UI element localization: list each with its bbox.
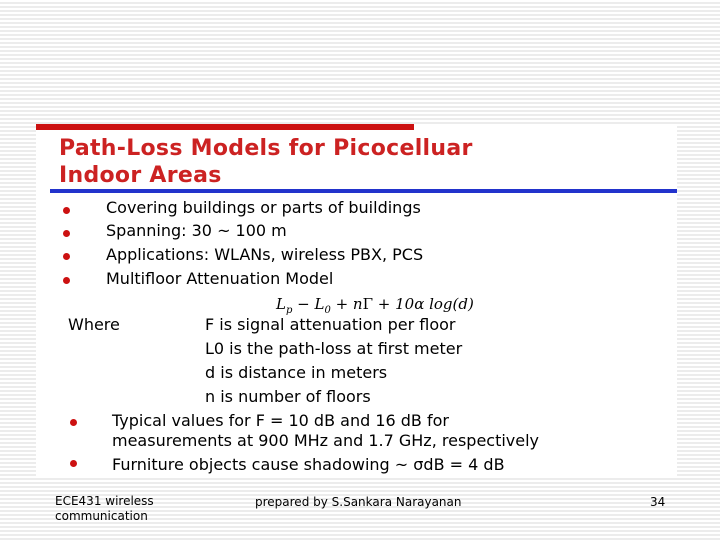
bullet-icon [70,419,77,426]
footer-course [55,494,154,524]
footer-author: prepared by S.Sankara Narayanan [255,495,462,509]
footer-course-line-2: communication [55,509,148,523]
where-item: L0 is the path-loss at first meter [205,339,463,358]
bullet-icon [70,460,77,467]
typical-values-line-2: measurements at 900 MHz and 1.7 GHz, respectively [112,431,540,450]
where-item: n is number of floors [205,387,371,406]
footer-course-line-1: ECE431 wireless [55,494,154,508]
slide-panel [36,124,677,476]
bullet-text: Covering buildings or parts of buildings [106,198,421,217]
attenuation-formula: $L_p - L_0 + n\Gamma + 10\alpha$ log(d) [276,295,474,316]
slide-title [59,135,659,189]
bullet-icon [63,277,70,284]
title-line-1: Path-Loss Models for Picocelluar [59,136,473,161]
where-item: F is signal attenuation per floor [205,315,456,334]
furniture-shadowing-text: Furniture objects cause shadowing ~ σdB = 4 dB [112,455,505,474]
bullet-text: Applications: WLANs, wireless PBX, PCS [106,245,424,264]
title-accent-bar [36,124,414,130]
page-number: 34 [650,495,666,509]
bullet-icon [63,207,70,214]
title-line-2: Indoor Areas [59,163,222,188]
typical-values-line-1: Typical values for F = 10 dB and 16 dB for [112,411,449,430]
bullet-icon [63,253,70,260]
title-underline-bar [50,189,677,193]
bullet-text: Spanning: 30 ~ 100 m [106,221,287,240]
where-label: Where [68,315,120,334]
bullet-text: Multifloor Attenuation Model [106,269,334,288]
where-item: d is distance in meters [205,363,388,382]
bullet-icon [63,230,70,237]
